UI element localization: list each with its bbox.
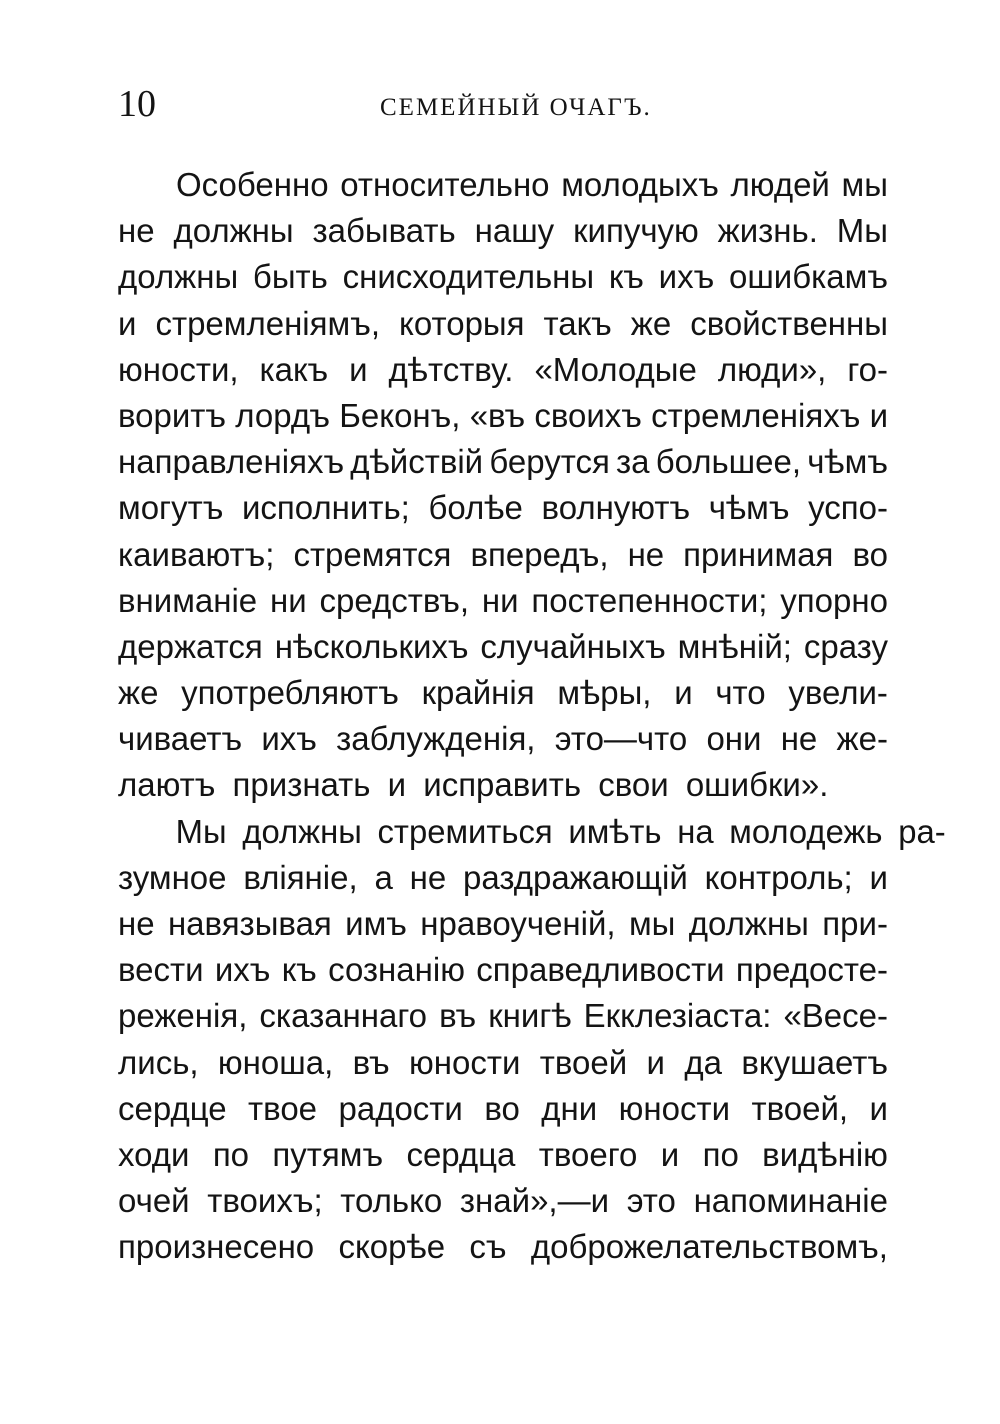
word: вниманіе [118, 581, 258, 619]
word: юности [409, 1043, 521, 1081]
word: контроль; [704, 858, 853, 896]
word: сердца [406, 1135, 516, 1173]
word: во [852, 535, 888, 573]
word: же [630, 304, 672, 342]
word: что [715, 674, 766, 712]
word: Особенно [176, 166, 329, 203]
word: зумное [118, 858, 227, 896]
word: мнѣній; [677, 627, 792, 665]
word: сознанію [328, 951, 465, 989]
word: же [118, 674, 159, 712]
word: «Весе- [783, 997, 888, 1035]
word: мы [628, 905, 676, 942]
word: при- [822, 905, 888, 942]
word: нравоученій, [420, 905, 616, 942]
word: ихъ [658, 258, 715, 296]
word: молодыхъ [561, 166, 719, 203]
text-line [118, 301, 888, 347]
word: кипучую [573, 212, 699, 250]
word: предосте- [735, 951, 888, 989]
word: «въ [469, 396, 526, 434]
text-line [118, 1086, 888, 1132]
word: твоей [539, 1043, 628, 1081]
word: на [677, 812, 714, 850]
word: должны [173, 212, 294, 250]
word: это—что [554, 720, 688, 758]
text-line [118, 993, 888, 1039]
word: нашу [474, 212, 555, 250]
word: съ [469, 1228, 507, 1266]
word: навязывая [167, 905, 332, 942]
text-line [118, 485, 888, 531]
text-line [118, 1040, 888, 1086]
word: ошибкамъ [728, 258, 888, 296]
word: держатся [118, 627, 263, 665]
word: къ [608, 258, 644, 296]
word: увели- [788, 674, 888, 712]
word: Мы [836, 212, 888, 250]
text-line [118, 578, 888, 624]
word: лись, [118, 1043, 199, 1081]
word: стремленіямъ, [155, 304, 380, 342]
word: стремятся [293, 535, 452, 573]
word: забывать [312, 212, 456, 250]
word: юности [618, 1089, 731, 1127]
word: такъ [543, 304, 612, 342]
word: должны [118, 258, 239, 296]
word: должны [242, 812, 362, 850]
text-line [118, 947, 888, 993]
word: лордъ [235, 396, 331, 434]
text-line [118, 1224, 888, 1270]
word: путямъ [272, 1135, 384, 1173]
word: чиваетъ [118, 720, 243, 758]
word: а [374, 858, 393, 896]
word: во [484, 1089, 520, 1127]
word: заблужденія, [336, 720, 536, 758]
text-line [118, 532, 888, 578]
word: своихъ [534, 396, 642, 434]
text-line [118, 162, 888, 208]
word: видѣнію [762, 1135, 888, 1173]
word: вкушаетъ [741, 1043, 888, 1081]
word: люди», [717, 350, 827, 388]
word: должны [688, 905, 809, 942]
word: чѣмъ [807, 443, 888, 481]
word: Екклезіаста: [583, 997, 772, 1035]
word: упорно [780, 581, 888, 619]
word: снисходительны [342, 258, 595, 296]
text-line [118, 254, 888, 300]
text-line [118, 1132, 888, 1178]
word: не [118, 905, 155, 942]
word: постепенности; [531, 581, 768, 619]
word: твоей, [751, 1089, 849, 1127]
word: ни [269, 581, 307, 619]
word: быть [252, 258, 328, 296]
word: вліяніе, [243, 858, 358, 896]
word: это [626, 1182, 676, 1220]
word: по [702, 1135, 739, 1173]
word: и [349, 350, 368, 388]
word: дни [541, 1089, 598, 1127]
word: не [627, 535, 665, 573]
page-header [118, 78, 888, 128]
word: и [118, 304, 137, 342]
word: произнесено [118, 1228, 315, 1266]
text-line [118, 439, 888, 485]
text-line [118, 809, 946, 855]
word: воритъ [118, 396, 227, 434]
word: го- [847, 350, 888, 388]
word: Мы [175, 812, 227, 850]
word: вести [118, 951, 204, 989]
text-line: лаютъ признать и исправить свои ошибки». [118, 766, 829, 804]
word: жизнь. [717, 212, 818, 250]
word: юности, [118, 350, 239, 388]
word: каиваютъ; [118, 535, 275, 573]
text-line [118, 208, 888, 254]
word: очей [118, 1182, 190, 1220]
word: впередъ, [470, 535, 609, 573]
word: реженія, [118, 997, 248, 1035]
word: же- [836, 720, 888, 758]
word: какъ [259, 350, 329, 388]
word: твое [248, 1089, 318, 1127]
word: молодежь [729, 812, 883, 850]
word: справедливости [476, 951, 725, 989]
word: волнуютъ [541, 489, 691, 527]
word: направленіяхъ [118, 443, 345, 481]
word: относительно [340, 166, 550, 203]
word: ра- [898, 812, 946, 850]
page-body [118, 162, 946, 1271]
text-line [118, 716, 888, 762]
word: принимая [683, 535, 834, 573]
word: которыя [399, 304, 525, 342]
word: они [706, 720, 762, 758]
word: ходи [118, 1135, 190, 1173]
word: твоихъ; [207, 1182, 323, 1220]
word: въ [352, 1043, 390, 1081]
word: и [869, 1089, 888, 1127]
word: въ [439, 997, 477, 1035]
text-line [118, 855, 888, 901]
word: «Молодые [534, 350, 697, 388]
word: скорѣе [338, 1228, 446, 1266]
word: не [780, 720, 818, 758]
word: не [118, 212, 155, 250]
word: и [869, 396, 888, 434]
text-line [118, 901, 888, 947]
word: сразу [803, 627, 888, 665]
word: могутъ [118, 489, 224, 527]
word: дѣтству. [388, 350, 514, 388]
text-line [118, 670, 888, 716]
word: имѣть [568, 812, 662, 850]
word: свойственны [690, 304, 888, 342]
word: сказаннаго [259, 997, 428, 1035]
word: доброжелательствомъ, [530, 1228, 888, 1266]
word: дѣйствій [350, 443, 484, 481]
word: исполнить; [242, 489, 410, 527]
word: болѣе [428, 489, 523, 527]
word: стремленіяхъ [651, 396, 861, 434]
text-line [118, 624, 888, 670]
text-line [118, 1178, 888, 1224]
word: мы [841, 166, 888, 203]
word: Беконъ, [339, 396, 461, 434]
word: сердце [118, 1089, 227, 1127]
word: людей [730, 166, 830, 203]
word: ихъ [261, 720, 317, 758]
word: къ [281, 951, 317, 989]
word: радости [338, 1089, 463, 1127]
word: большее, [655, 443, 802, 481]
word: имъ [345, 905, 407, 942]
word: и [869, 858, 888, 896]
word: и [660, 1135, 680, 1173]
word: твоего [538, 1135, 638, 1173]
word: по [212, 1135, 250, 1173]
word: берутся [489, 443, 610, 481]
word: крайнія [421, 674, 535, 712]
word: случайныхъ [480, 627, 666, 665]
text-line [118, 347, 888, 393]
word: употребляютъ [181, 674, 399, 712]
word: и [674, 674, 693, 712]
word: ни [481, 581, 519, 619]
word: раздражающій [463, 858, 688, 896]
word: за [616, 443, 650, 481]
running-head: СЕМЕЙНЫЙ ОЧАГЪ. [380, 94, 652, 121]
word: не [409, 858, 447, 896]
word: ихъ [214, 951, 271, 989]
word: нѣсколькихъ [274, 627, 469, 665]
word: знай»,—и [459, 1182, 610, 1220]
word: мѣры, [557, 674, 652, 712]
text-line [118, 393, 888, 439]
word: средствъ, [319, 581, 470, 619]
word: чѣмъ [708, 489, 790, 527]
page-number: 10 [118, 83, 156, 125]
word: успо- [808, 489, 888, 527]
word: и [646, 1043, 665, 1081]
word: да [684, 1043, 722, 1081]
word: напоминаніе [693, 1182, 888, 1220]
word: стремиться [377, 812, 553, 850]
word: юноша, [217, 1043, 334, 1081]
word: книгѣ [488, 997, 572, 1035]
word: только [340, 1182, 443, 1220]
